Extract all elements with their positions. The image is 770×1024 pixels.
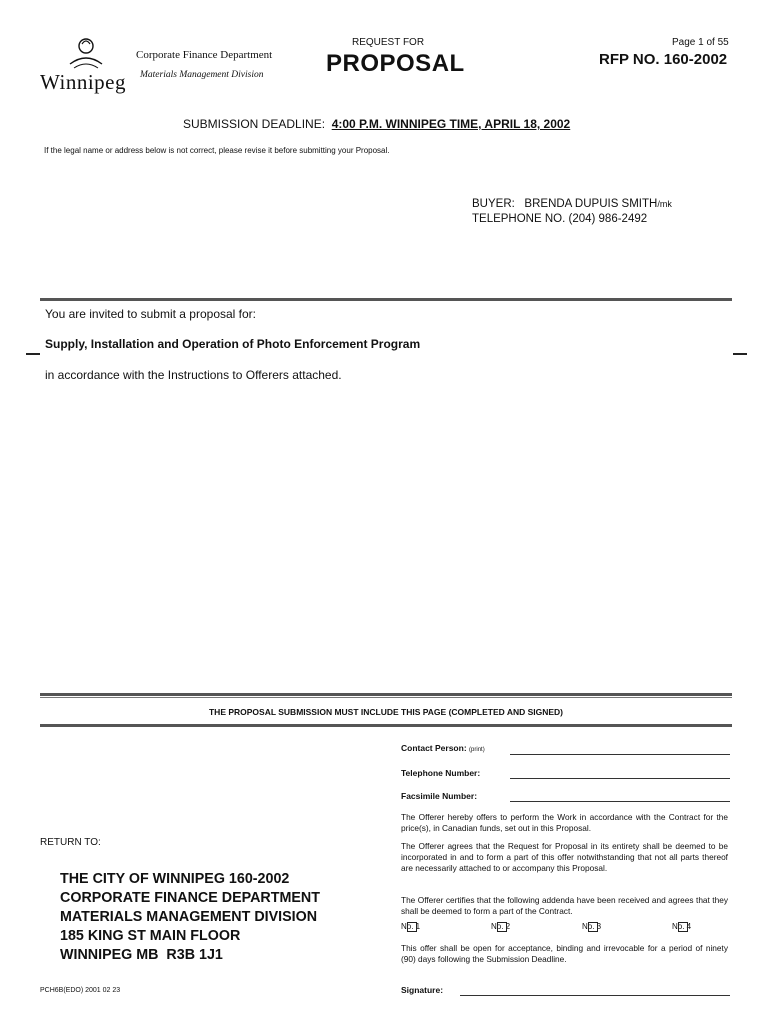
addendum-2-checkbox[interactable] xyxy=(497,922,507,932)
validity-paragraph: This offer shall be open for acceptance, binding and irrevocable for a period of ninety (90) days following the Submission Deadline. xyxy=(401,943,728,964)
department-name: Corporate Finance Department xyxy=(136,49,273,61)
addendum-label: No. 4 xyxy=(672,922,692,931)
return-to-label: RETURN TO: xyxy=(40,837,101,848)
logo-wordmark: Winnipeg xyxy=(40,70,126,94)
address-line: THE CITY OF WINNIPEG 160-2002 xyxy=(60,871,290,887)
telephone-number-field[interactable] xyxy=(510,768,730,779)
buyer-block xyxy=(472,197,672,227)
address-line: MATERIALS MANAGEMENT DIVISION xyxy=(60,909,318,925)
buyer-label: BUYER: xyxy=(472,198,515,210)
city-crest-icon xyxy=(40,34,130,74)
project-title: Supply, Installation and Operation of Photo Enforcement Program xyxy=(45,337,421,351)
addendum-label: No. 3 xyxy=(582,922,602,931)
contact-person-field[interactable] xyxy=(510,744,730,755)
buyer-initials: /mk xyxy=(657,199,672,209)
addendum-label: No. 1 xyxy=(401,922,421,931)
addenda-paragraph: The Offerer certifies that the following addenda have been received and agrees that they shall be deemed to form a part of the Contract. xyxy=(401,895,728,916)
address-line: WINNIPEG MB R3B 1J1 xyxy=(60,947,223,963)
incorporation-paragraph: The Offerer agrees that the Request for Proposal in its entirety shall be deemed to be incorporated in and to form a part of this offer notwithstanding that not all parts thereof are necessarily attached to or accompany this Proposal. xyxy=(401,841,728,873)
legal-name-note: If the legal name or address below is not correct, please revise it before submitting your Proposal. xyxy=(44,146,390,155)
addendum-4-checkbox[interactable] xyxy=(678,922,688,932)
deadline-value: 4:00 P.M. WINNIPEG TIME, APRIL 18, 2002 xyxy=(331,117,571,131)
offer-paragraph: The Offerer hereby offers to perform the Work in accordance with the Contract for the price(s), in Canadian funds, set out in this Proposal. xyxy=(401,812,728,833)
addendum-label: No. 2 xyxy=(491,922,511,931)
addendum-3-checkbox[interactable] xyxy=(588,922,598,932)
facsimile-number-field[interactable] xyxy=(510,791,730,802)
section-divider xyxy=(40,298,732,301)
division-name: Materials Management Division xyxy=(140,70,264,80)
fold-mark-left xyxy=(26,353,40,355)
section-divider xyxy=(40,697,732,698)
section-divider xyxy=(40,693,732,696)
invitation-accordance: in accordance with the Instructions to Offerers attached. xyxy=(45,368,342,382)
invitation-intro: You are invited to submit a proposal for: xyxy=(45,307,257,321)
deadline-label: SUBMISSION DEADLINE: xyxy=(183,117,326,131)
address-line: CORPORATE FINANCE DEPARTMENT xyxy=(60,890,320,906)
telephone-number-label: Telephone Number: xyxy=(401,768,481,778)
fold-mark-right xyxy=(733,353,747,355)
form-code: PCH6B(EDO) 2001 02 23 xyxy=(40,987,121,994)
document-title: PROPOSAL xyxy=(326,50,465,77)
addendum-1-checkbox[interactable] xyxy=(407,922,417,932)
submission-notice: THE PROPOSAL SUBMISSION MUST INCLUDE THIS PAGE (COMPLETED AND SIGNED) xyxy=(208,707,564,717)
submission-deadline xyxy=(183,117,570,131)
contact-person-label: Contact Person: (print) xyxy=(401,743,485,753)
facsimile-number-label: Facsimile Number: xyxy=(401,791,478,801)
request-for-label: REQUEST FOR xyxy=(352,37,425,48)
rfp-number: RFP NO. 160-2002 xyxy=(599,51,728,68)
section-divider xyxy=(40,724,732,727)
address-line: 185 KING ST MAIN FLOOR xyxy=(60,928,241,944)
page-number: Page 1 of 55 xyxy=(672,37,729,48)
buyer-telephone: TELEPHONE NO. (204) 986-2492 xyxy=(472,213,648,225)
signature-field[interactable] xyxy=(460,985,730,996)
signature-label: Signature: xyxy=(401,985,444,995)
return-address xyxy=(60,870,320,965)
winnipeg-logo xyxy=(40,34,130,96)
buyer-name: BRENDA DUPUIS SMITH xyxy=(524,198,658,210)
